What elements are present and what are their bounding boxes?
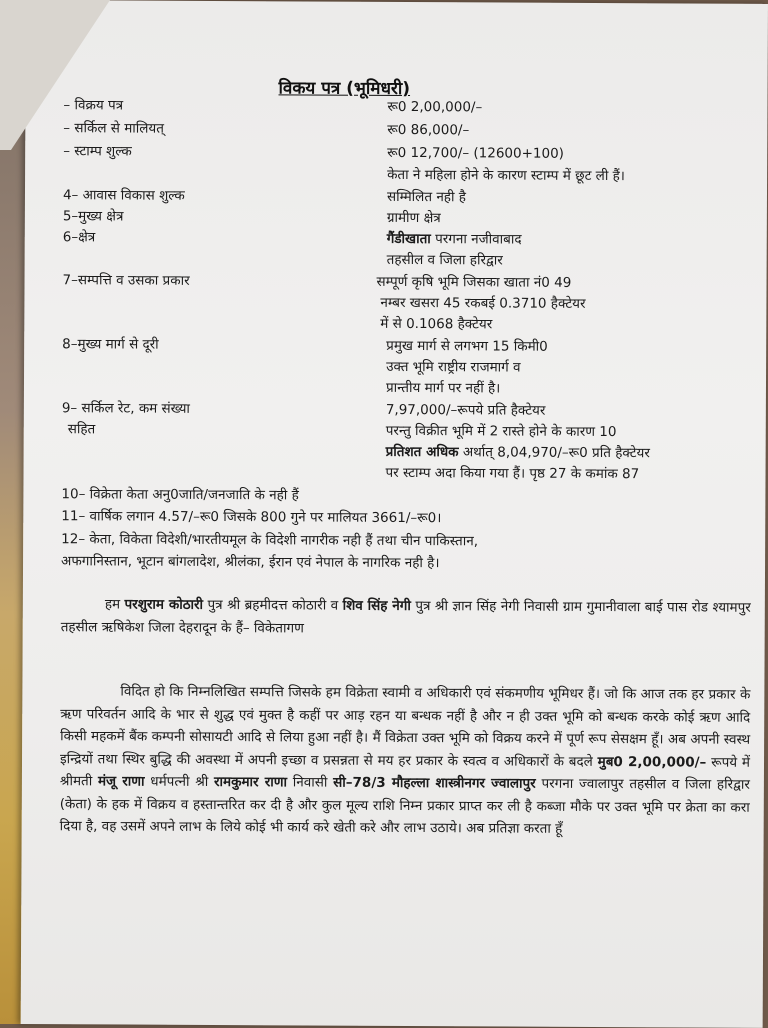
item-6-value	[387, 229, 522, 251]
para1-text-1: हम	[104, 596, 125, 613]
item-7-line2: नम्बर खसरा 45 रकबई 0.3710 हैक्टेयर	[380, 294, 586, 312]
sellers-paragraph	[61, 593, 751, 642]
buyer-name: मंजू राणा	[97, 773, 145, 790]
item-6-value-rest: परगना नजीवाबाद	[430, 231, 522, 248]
item-3-label: – स्टाम्प शुल्क	[63, 143, 132, 160]
item-10: 10– विक्रेता केता अनु0जाति/जनजाति के नही हैं	[61, 486, 299, 504]
item-6-label: 6–क्षेत्र	[62, 229, 96, 246]
item-9-label: 9– सर्किल रेट, कम संख्या	[61, 400, 190, 417]
seller-1-name: परशुराम कोठारी	[124, 596, 204, 613]
item-9-line4: पर स्टाम्प अदा किया गया हैं। पृष्ठ 27 के कमांक 87	[385, 464, 640, 483]
item-8-line1: प्रमुख मार्ग से लगभग 15 किमी0	[386, 337, 548, 355]
item-6-value-line2: तहसील व जिला हरिद्वार	[386, 251, 503, 269]
item-11: 11– वार्षिक लगान 4.57/–रू0 जिसके 800 गुने पर मालियत 3661/–रू0।	[61, 508, 442, 527]
item-8-line3: प्रान्तीय मार्ग पर नहीं है।	[385, 379, 501, 397]
item-4-value: सम्मिलित नही है	[386, 188, 467, 206]
sale-paragraph	[60, 680, 751, 841]
sale-amount: मुब0 2,00,000/–	[597, 753, 707, 771]
para2-text-1: विदित हो कि निम्नलिखित सम्पत्ति जिसके हम विक्रेता स्वामी व अधिकारी एवं संकमणीय भूमिधर हैं। जो कि आज तक हर प्रकार के ऋण परिवर्तन आदि के भार से शुद्ध एवं मुक्त है कहीं पर आड़ रहन या बन्धक नहीं है और न ही उक्त भूमि को बन्धक करके कोई ऋण आदि किसी महकमें बैंक कम्पनी सोसायटी आदि से लिया हुआ नहीं है। मैं विक्रेता उक्त भूमि को विक्रय करने में पूर्ण रूप सेसक्षम हूँ। अब अपनी स्वस्थ इन्द्रियों तथा स्थिर बुद्धि की अवस्था में अपनी इच्छा व प्रसन्नता से मय हर प्रकार के स्वत्व व अधिकारों के बदले	[59, 683, 751, 770]
buyer-husband-name: रामकुमार राणा	[214, 773, 288, 791]
para1-text-2: पुत्र श्री ब्रहमीदत्त कोठारी व	[203, 596, 343, 614]
item-9-line2: परन्तु विक्रीत भूमि में 2 रास्ते होने के कारण 10	[385, 422, 617, 441]
item-9-label2: सहित	[67, 421, 96, 438]
item-12-line2: अफगानिस्तान, भूटान बांगलादेश, श्रीलंका, ईरान एवं नेपाल के नागरिक नही है।	[61, 553, 440, 572]
item-7-label: 7–सम्पत्ति व उसका प्रकार	[62, 272, 190, 289]
para2-text-2: रूपये में श्रीमती	[59, 754, 751, 790]
para1-text-3: पुत्र श्री ज्ञान सिंह नेगी निवासी ग्राम गुमानीवाला बाई पास रोड श्यामपुर तहसील ऋषिकेश जिला देहरादून के हैं– विकेतागण	[60, 598, 751, 636]
item-9-line3-bold: प्रतिशत अधिक	[385, 443, 459, 461]
item-12-line1: 12– केता, विकेता विदेशी/भारतीयमूल के विदेशी नागरीक नही हैं तथा चीन पाकिस्तान,	[61, 531, 479, 550]
item-7-line3: में से 0.1068 हैक्टेयर	[380, 315, 493, 333]
para2-text-4: निवासी	[287, 774, 334, 791]
item-2-label: – सर्किल से मालियत्	[63, 120, 165, 137]
village-name: गैंडीखाता	[386, 230, 431, 248]
document-page	[21, 0, 768, 1028]
item-7-line1: सम्पूर्ण कृषि भूमि जिसका खाता नं0 49	[376, 273, 572, 291]
document-title: विकय पत्र (भूमिधरी)	[278, 78, 411, 100]
item-1-label: – विक्रय पत्र	[63, 97, 124, 114]
item-9-line1: 7,97,000/–रूपये प्रति हैक्टेयर	[385, 401, 546, 419]
para2-text-5: परगना ज्वालापुर तहसील व जिला हरिद्वार (केता) के हक में विक्रय व हस्तान्तरित कर दी है और कुल मूल्य राशि निम्न प्रकार प्राप्त कर ली है कब्जा मौके पर उक्त भूमि पर क्रेता का करा दिया है, वह उसमें अपने लाभ के लिये कोई भी कार्य करे खेती करे और लाभ उठाये। अब प्रतिज्ञा करता हूँ	[59, 775, 750, 837]
item-9-line3-rest: अर्थात् 8,04,970/–रू0 प्रति हैक्टेयर	[458, 444, 650, 462]
item-9-line3	[386, 442, 650, 464]
item-8-label: 8–मुख्य मार्ग से दूरी	[62, 336, 159, 353]
item-3-note: केता ने महिला होने के कारण स्टाम्प में छूट ली हैं।	[387, 166, 625, 185]
buyer-address: सी–78/3 मौहल्ला शास्त्रीनगर ज्वालापुर	[333, 774, 536, 792]
item-5-label: 5–मुख्य क्षेत्र	[62, 208, 124, 225]
item-2-value: रू0 86,000/–	[387, 121, 470, 139]
para2-text-3: धर्मपत्नी श्री	[144, 773, 215, 790]
item-5-value: ग्रामीण क्षेत्र	[386, 209, 441, 227]
seller-2-name: शिव सिंह नेगी	[342, 597, 411, 615]
item-3-value: रू0 12,700/– (12600+100)	[387, 144, 565, 162]
item-8-line2: उक्त भूमि राष्ट्रीय राजमार्ग व	[386, 358, 521, 376]
item-1-value: रू0 2,00,000/–	[387, 98, 483, 116]
item-4-label: 4– आवास विकास शुल्क	[62, 187, 185, 204]
